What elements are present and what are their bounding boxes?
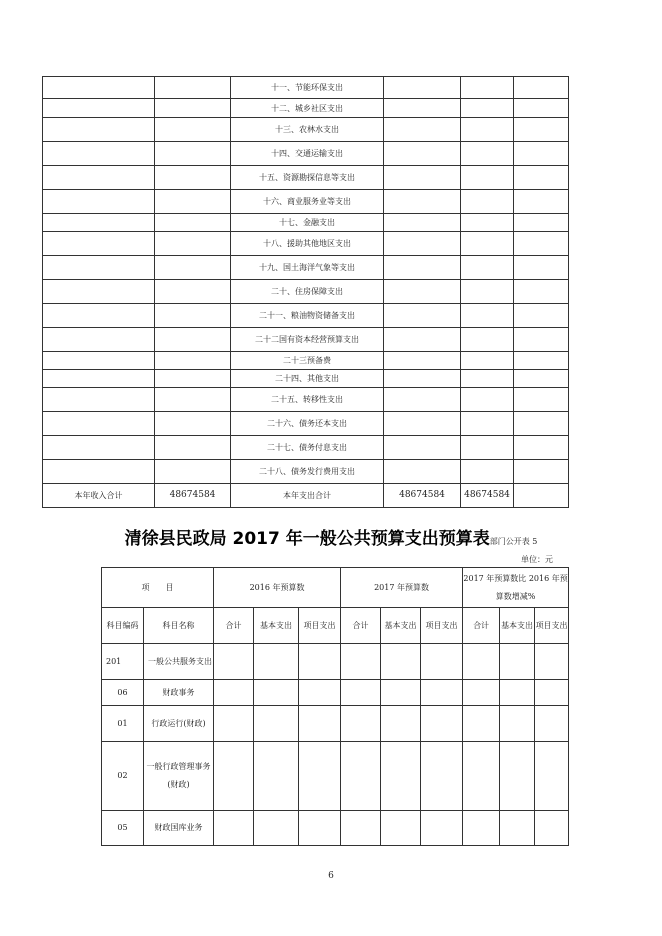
- table-row: [43, 412, 569, 436]
- subheader-project: 项目支出: [535, 608, 569, 644]
- table-row: [43, 388, 569, 412]
- row-label: 十二、城乡社区支出: [231, 99, 384, 118]
- row-label: 十九、国土海洋气象等支出: [231, 256, 384, 280]
- row-label: 十五、资源勘探信息等支出: [231, 166, 384, 190]
- expense-total-value: 48674584: [384, 484, 461, 508]
- header-2017: 2017 年预算数: [341, 568, 463, 608]
- title-main: 清徐县民政局 2017 年一般公共预算支出预算表: [124, 529, 490, 549]
- page-number: 6: [328, 871, 334, 881]
- subheader-code: 科目编码: [102, 608, 144, 644]
- subheader-total: 合计: [463, 608, 500, 644]
- income-total-value: 48674584: [155, 484, 231, 508]
- table-row: [43, 99, 569, 118]
- row-code: 02: [102, 742, 144, 811]
- table-row: [102, 680, 569, 706]
- expenditure-table: [42, 76, 569, 508]
- subheader-project: 项目支出: [299, 608, 341, 644]
- row-label: 二十七、债务付息支出: [231, 436, 384, 460]
- title-subtitle: 部门公开表 5: [489, 537, 538, 546]
- budget-table: [101, 567, 569, 846]
- row-label: 二十一、粮油物资储备支出: [231, 304, 384, 328]
- table-row: [43, 232, 569, 256]
- table-row: [43, 370, 569, 388]
- row-label: 十一、节能环保支出: [231, 77, 384, 99]
- row-label: 二十五、转移性支出: [231, 388, 384, 412]
- subheader-project: 项目支出: [421, 608, 463, 644]
- totals-row: [43, 484, 569, 508]
- header-change: 2017 年预算数比 2016 年预算数增减%: [463, 568, 569, 608]
- row-label: 二十二国有资本经营预算支出: [231, 328, 384, 352]
- header-row: [102, 568, 569, 608]
- row-label: 十四、交通运输支出: [231, 142, 384, 166]
- row-name: 行政运行(财政): [144, 706, 214, 742]
- row-code: 201: [102, 644, 144, 680]
- income-total-label: 本年收入合计: [43, 484, 155, 508]
- header-2016: 2016 年预算数: [214, 568, 341, 608]
- expense-total-value-2: 48674584: [461, 484, 514, 508]
- subheader-total: 合计: [341, 608, 381, 644]
- row-label: 二十四、其他支出: [231, 370, 384, 388]
- row-label: 十三、农林水支出: [231, 118, 384, 142]
- subheader-total: 合计: [214, 608, 254, 644]
- table-row: [43, 118, 569, 142]
- row-label: 十六、商业服务业等支出: [231, 190, 384, 214]
- table-row: [43, 166, 569, 190]
- row-label: 十八、援助其他地区支出: [231, 232, 384, 256]
- row-name: 财政国库业务: [144, 811, 214, 846]
- row-name: 财政事务: [144, 680, 214, 706]
- table-row: [102, 644, 569, 680]
- table-row: [43, 352, 569, 370]
- row-label: 二十、住房保障支出: [231, 280, 384, 304]
- unit-label: 单位：元: [521, 555, 553, 564]
- table-row: [43, 77, 569, 99]
- table-row: [102, 706, 569, 742]
- table-row: [43, 142, 569, 166]
- table-row: [43, 304, 569, 328]
- subheader-name: 科目名称: [144, 608, 214, 644]
- header-item: 项 目: [102, 568, 214, 608]
- subheader-basic: 基本支出: [500, 608, 535, 644]
- subheader-basic: 基本支出: [254, 608, 299, 644]
- table-row: [43, 280, 569, 304]
- table-row: [43, 460, 569, 484]
- table-row: [102, 742, 569, 811]
- row-code: 05: [102, 811, 144, 846]
- row-name: 一般公共服务支出: [144, 644, 214, 680]
- table-row: [102, 811, 569, 846]
- row-name: 一般行政管理事务(财政): [144, 742, 214, 811]
- expense-total-label: 本年支出合计: [231, 484, 384, 508]
- table-row: [43, 328, 569, 352]
- table-row: [43, 436, 569, 460]
- table-row: [43, 256, 569, 280]
- row-code: 06: [102, 680, 144, 706]
- table-title: [0, 524, 662, 549]
- row-label: 二十八、债务发行费用支出: [231, 460, 384, 484]
- subheader-row: [102, 608, 569, 644]
- row-label: 二十六、债务还本支出: [231, 412, 384, 436]
- table-row: [43, 190, 569, 214]
- row-label: 二十三预备费: [231, 352, 384, 370]
- table-row: [43, 214, 569, 232]
- subheader-basic: 基本支出: [381, 608, 421, 644]
- row-code: 01: [102, 706, 144, 742]
- row-label: 十七、金融支出: [231, 214, 384, 232]
